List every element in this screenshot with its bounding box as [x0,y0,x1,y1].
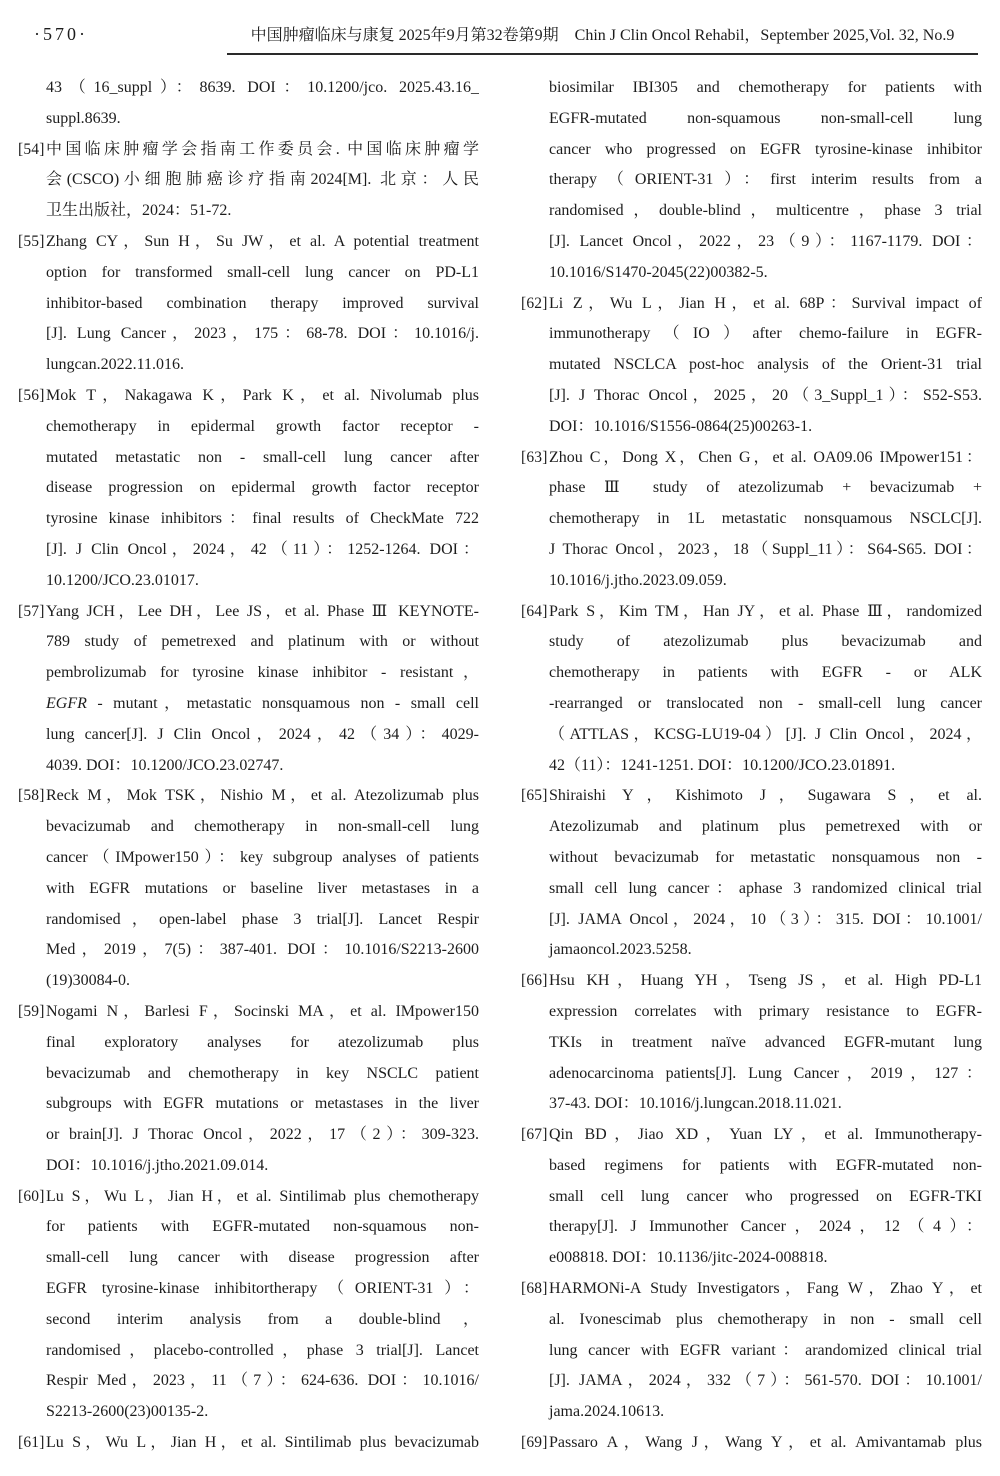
reference-text: [J]. Lung Cancer，2023，175：68-78. DOI：10.1016/j. [46,325,479,343]
reference-text: 789 study of pemetrexed and platinum with or without [46,633,479,651]
reference-line [521,381,982,412]
reference-line [521,1243,982,1274]
reference-number: [58] [18,787,45,805]
reference-text: bevacizumab and chemotherapy in non-small-cell lung [46,818,479,836]
reference-text: J Thorac Oncol，2023，18（Suppl_11）：S64-S65. DOI： [549,540,982,558]
reference-text: Hsu KH，Huang YH，Tseng JS，et al. High PD-L1 [549,972,982,990]
reference-line [521,966,982,997]
reference-text: DOI：10.1016/j.jtho.2021.09.014. [46,1156,269,1174]
reference-line [18,627,479,658]
reference-line [521,1028,982,1059]
reference-number: [61] [18,1434,45,1452]
reference-text: 卫生出版社，2024：51-72. [46,202,232,220]
reference-text: Passaro A，Wang J，Wang Y，et al. Amivantamab plus [549,1434,982,1452]
reference-line [521,135,982,166]
reference-text: [J]. JAMA，2024，332（7）：561-570. DOI：10.1001/ [549,1372,982,1390]
reference-line [521,843,982,874]
reference-line [521,412,982,443]
reference-number: [63] [521,448,548,466]
reference-line [521,1336,982,1367]
reference-text: therapy[J]. J Immunother Cancer，2024，12（4）： [549,1218,982,1236]
reference-line [521,597,982,628]
reference-line [521,812,982,843]
reference-text: study of atezolizumab plus bevacizumab and [549,633,982,651]
reference-text: expression correlates with primary resistance to EGFR- [549,1002,982,1020]
reference-line [521,319,982,350]
reference-text: small-cell lung cancer with disease progression after [46,1249,479,1267]
reference-text: Lu S，Wu L，Jian H，et al. Sintilimab plus chemotherapy [46,1187,479,1205]
reference-text: biosimilar IBI305 and chemotherapy for patients with [549,79,982,96]
reference-text: chemotherapy in 1L metastatic nonsquamous NSCLC[J]. [549,510,982,528]
reference-text: suppl.8639. [46,109,121,127]
reference-line [18,1397,479,1428]
reference-text: lungcan.2022.11.016. [46,356,185,374]
reference-line [18,535,479,566]
reference-text: 会(CSCO)小细胞肺癌诊疗指南2024[M]. 北京：人民 [46,171,479,189]
reference-line [18,135,479,166]
reference-text: for patients with EGFR-mutated non-squamous non- [46,1218,479,1236]
reference-text: DOI：10.1016/S1556-0864(25)00263-1. [549,417,813,435]
reference-line [521,997,982,1028]
reference-text: small cell lung cancer who progressed on EGFR-TKI [549,1187,982,1205]
reference-line [18,473,479,504]
reference-line [521,935,982,966]
reference-text: S2213-2600(23)00135-2. [46,1403,209,1421]
reference-line [18,781,479,812]
reference-text: randomised，placebo-controlled，phase 3 trial[J]. Lancet [46,1341,479,1359]
reference-line [521,627,982,658]
journal-title-bar [227,22,978,55]
reference-text: immunotherapy（IO）after chemo-failure in EGFR- [549,325,982,343]
reference-text: or brain[J]. J Thorac Oncol，2022，17（2）：309-323. [46,1126,479,1144]
reference-text: small cell lung cancer：aphase 3 randomized clinical trial [549,879,982,897]
reference-line [18,1243,479,1274]
reference-line [18,381,479,412]
reference-line [18,1274,479,1305]
reference-line [18,258,479,289]
reference-line [18,165,479,196]
reference-line [521,1212,982,1243]
reference-line [18,1336,479,1367]
reference-text: bevacizumab and chemotherapy in key NSCLC patient [46,1064,479,1082]
reference-line [521,751,982,782]
reference-line [18,1182,479,1213]
reference-line [18,1089,479,1120]
reference-number: [67] [521,1126,548,1144]
reference-line [521,905,982,936]
reference-line [521,535,982,566]
reference-text: [J]. Lancet Oncol，2022，23（9）：1167-1179. DOI： [549,232,982,250]
reference-text: [J]. J Clin Oncol，2024，42（11）：1252-1264. DOI： [46,540,479,558]
references-column-left [18,73,479,1459]
reference-line [18,905,479,936]
reference-text: Mok T，Nakagawa K，Park K，et al. Nivolumab plus [46,386,479,404]
reference-line [521,874,982,905]
reference-line [18,966,479,997]
reference-line [521,504,982,535]
reference-number: [56] [18,386,45,404]
reference-text: EGFR - mutant，metastatic nonsquamous non - small cell [46,694,479,712]
reference-text: pembrolizumab for tyrosine kinase inhibitor - resistant， [46,664,479,682]
reference-text: final exploratory analyses for atezolizumab plus [46,1033,479,1051]
reference-text: EGFR tyrosine-kinase inhibitortherapy（ORIENT-31）： [46,1280,479,1298]
reference-line [18,874,479,905]
reference-text: without bevacizumab for metastatic nonsquamous non - [549,848,982,866]
reference-text: Nogami N，Barlesi F，Socinski MA，et al. IMpower150 [46,1002,479,1020]
reference-number: [62] [521,294,548,312]
reference-line [18,504,479,535]
reference-text: second interim analysis from a double-blind， [46,1310,479,1328]
reference-text: based regimens for patients with EGFR-mutated non- [549,1156,982,1174]
reference-text: cancer（IMpower150）：key subgroup analyses of patients [46,848,479,866]
reference-line [18,689,479,720]
reference-text: 4039. DOI：10.1200/JCO.23.02747. [46,756,284,774]
reference-text: with EGFR mutations or baseline liver metastases in a [46,879,479,897]
reference-text: randomised，double-blind，multicentre，phase 3 trial [549,202,982,220]
reference-number: [69] [521,1434,548,1452]
reference-line [521,1428,982,1459]
reference-text: Yang JCH，Lee DH，Lee JS，et al. Phase Ⅲ KEYNOTE- [46,602,479,620]
reference-line [521,720,982,751]
reference-number: [59] [18,1002,45,1020]
reference-text: Shiraishi Y，Kishimoto J，Sugawara S，et al. [549,787,982,805]
reference-text: disease progression on epidermal growth factor receptor [46,479,479,497]
reference-text: Atezolizumab and platinum plus pemetrexed with or [549,818,982,836]
reference-line [18,843,479,874]
reference-line [521,165,982,196]
reference-text: 10.1016/S1470-2045(22)00382-5. [549,263,768,281]
reference-text: HARMONi-A Study Investigators，Fang W，Zhao Y，et [549,1280,982,1298]
reference-line [18,1059,479,1090]
reference-text: jama.2024.10613. [549,1403,665,1421]
reference-text: Zhou C，Dong X，Chen G，et al. OA09.06 IMpower151： [549,448,982,466]
reference-line [521,289,982,320]
reference-number: [55] [18,232,45,250]
reference-text: EGFR-mutated non-squamous non-small-cell lung [549,109,982,127]
reference-text: Qin BD，Jiao XD，Yuan LY，et al. Immunotherapy- [549,1126,982,1144]
reference-line [521,1305,982,1336]
reference-text: jamaoncol.2023.5258. [549,941,692,959]
reference-number: [57] [18,602,45,620]
reference-line [18,104,479,135]
reference-line [18,1120,479,1151]
reference-line [18,443,479,474]
reference-text: al. Ivonescimab plus chemotherapy in non - small cell [549,1310,982,1328]
reference-text: 中国临床肿瘤学会指南工作委员会. 中国临床肿瘤学 [46,140,479,158]
reference-text: Respir Med，2023，11（7）：624-636. DOI：10.1016/ [46,1372,479,1390]
reference-line [521,104,982,135]
reference-text: 37-43. DOI：10.1016/j.lungcan.2018.11.021. [549,1095,842,1113]
reference-text: [J]. JAMA Oncol，2024，10（3）：315. DOI：10.1001/ [549,910,982,928]
reference-line [521,566,982,597]
reference-line [521,258,982,289]
reference-line [18,319,479,350]
reference-text: subgroups with EGFR mutations or metastases in the liver [46,1095,479,1113]
reference-text: Reck M，Mok TSK，Nishio M，et al. Atezolizumab plus [46,787,479,805]
reference-line [521,1059,982,1090]
reference-line [18,73,479,104]
reference-text: -rearranged or translocated non - small-cell lung cancer [549,694,982,712]
reference-line [521,1182,982,1213]
reference-text: 10.1016/j.jtho.2023.09.059. [549,571,727,589]
reference-line [18,658,479,689]
reference-line [521,350,982,381]
reference-line [521,227,982,258]
reference-number: [66] [521,972,548,990]
reference-line [18,1151,479,1182]
reference-number: [65] [521,787,548,805]
reference-line [18,289,479,320]
reference-number: [54] [18,140,45,158]
reference-text: Zhang CY，Sun H，Su JW，et al. A potential treatment [46,232,479,250]
reference-line [18,227,479,258]
reference-text: （ATTLAS，KCSG-LU19-04）[J]. J Clin Oncol，2024， [549,725,982,743]
reference-line [18,812,479,843]
reference-line [521,73,982,104]
reference-text: mutated NSCLCA post-hoc analysis of the Orient-31 trial [549,356,982,374]
reference-text: chemotherapy in epidermal growth factor receptor - [46,417,479,435]
reference-text: [J]. J Thorac Oncol，2025，20（3_Suppl_1）：S52-S53. [549,386,982,404]
reference-line [521,196,982,227]
reference-text: 43（16_suppl）：8639. DOI：10.1200/jco. 2025.43.16_ [46,79,479,96]
reference-text: Li Z，Wu L，Jian H，et al. 68P：Survival impact of [549,294,982,312]
page-number: ·570· [34,24,88,44]
reference-text: therapy（ORIENT-31）：first interim results from a [549,171,982,189]
reference-text: option for transformed small-cell lung cancer on PD-L1 [46,263,479,281]
reference-line [521,1366,982,1397]
reference-text: Med，2019，7(5)：387-401. DOI：10.1016/S2213-2600 [46,941,479,959]
reference-text: phase Ⅲ study of atezolizumab + bevacizumab + [549,479,982,497]
reference-text: 10.1200/JCO.23.01017. [46,571,199,589]
reference-text: 42（11）：1241-1251. DOI：10.1200/JCO.23.01891. [549,756,896,774]
reference-line [18,751,479,782]
reference-line [18,997,479,1028]
reference-text: mutated metastatic non - small-cell lung cancer after [46,448,479,466]
reference-line [18,196,479,227]
reference-line [521,1397,982,1428]
reference-line [521,443,982,474]
reference-text: e008818. DOI：10.1136/jitc-2024-008818. [549,1249,828,1267]
reference-line [18,720,479,751]
reference-number: [64] [521,602,548,620]
reference-line [18,597,479,628]
reference-number: [60] [18,1187,45,1205]
reference-line [18,350,479,381]
journal-title-en: Chin J Clin Oncol Rehabil，September 2025,Vol. 32, No.9 [574,27,955,44]
reference-text: randomised，open-label phase 3 trial[J]. Lancet Respir [46,910,479,928]
reference-line [521,1274,982,1305]
reference-line [18,1428,479,1459]
reference-line [521,689,982,720]
reference-line [521,473,982,504]
reference-text: chemotherapy in patients with EGFR - or ALK [549,664,982,682]
reference-line [18,412,479,443]
reference-line [18,566,479,597]
reference-line [521,1120,982,1151]
reference-line [521,1151,982,1182]
reference-text: inhibitor-based combination therapy improved survival [46,294,479,312]
reference-line [18,935,479,966]
reference-text: TKIs in treatment naïve advanced EGFR-mutant lung [549,1033,982,1051]
reference-text: lung cancer[J]. J Clin Oncol，2024，42（34）：4029- [46,725,479,743]
reference-text: Lu S，Wu L，Jian H，et al. Sintilimab plus bevacizumab [46,1434,479,1452]
reference-line [18,1366,479,1397]
reference-line [18,1305,479,1336]
reference-number: [68] [521,1280,548,1298]
reference-text: cancer who progressed on EGFR tyrosine-kinase inhibitor [549,140,982,158]
journal-title-cn: 中国肿瘤临床与康复 2025年9月第32卷第9期 [250,27,559,44]
reference-text: Park S，Kim TM，Han JY，et al. Phase Ⅲ，randomized [549,602,982,620]
reference-text: tyrosine kinase inhibitors：final results of CheckMate 722 [46,510,479,528]
references-column-right [521,73,982,1459]
reference-text: lung cancer with EGFR variant：arandomized clinical trial [549,1341,982,1359]
reference-line [521,781,982,812]
reference-line [18,1212,479,1243]
reference-text: adenocarcinoma patients[J]. Lung Cancer，2019，127： [549,1064,982,1082]
reference-line [521,658,982,689]
reference-line [521,1089,982,1120]
reference-line [18,1028,479,1059]
reference-text: (19)30084-0. [46,972,130,990]
